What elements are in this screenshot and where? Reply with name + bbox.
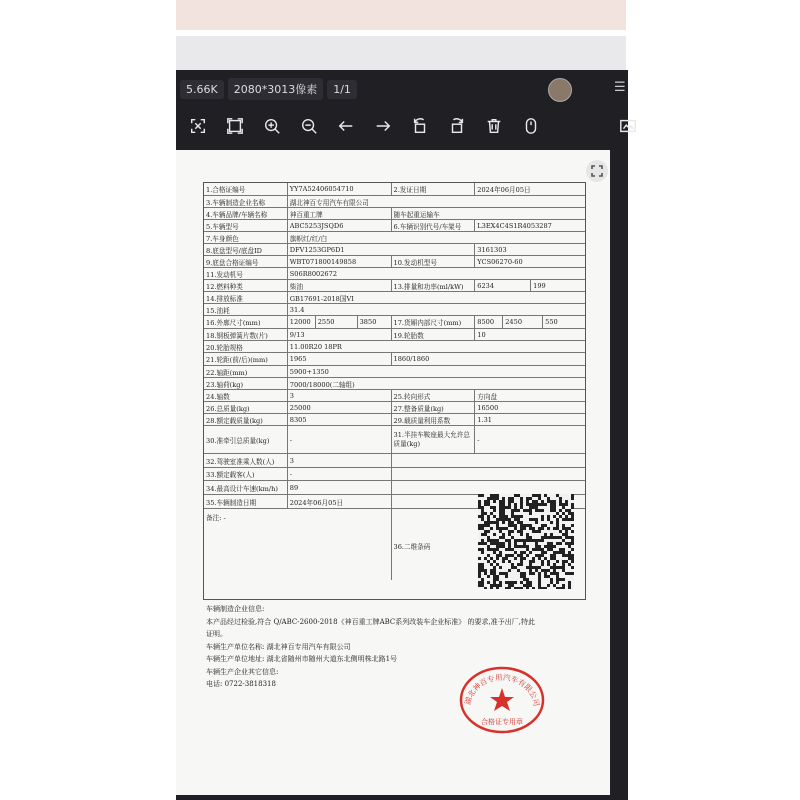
table-cell: 8.底盘型号/底盘ID <box>204 244 288 255</box>
table-row <box>204 402 585 414</box>
table-cell: GB17691-2018国VI <box>289 294 354 303</box>
table-cell: 30.准牵引总质量(kg) <box>204 426 288 453</box>
table-cell: 2.发证日期 <box>392 183 476 195</box>
zoom-out-icon[interactable] <box>294 112 324 140</box>
table-cell: 5.车辆型号 <box>204 220 288 231</box>
table-cell: 31.半挂车鞍座最大允许总质量(kg) <box>392 426 476 453</box>
table-cell: 21.轮距(前/后)(mm) <box>204 353 288 365</box>
table-cell: 27.整备质量(kg) <box>392 402 476 413</box>
table-cell: - <box>288 426 392 453</box>
fullscreen-button[interactable] <box>586 160 608 182</box>
screen-glare <box>176 0 626 30</box>
table-cell: S06R8002672 <box>289 269 338 278</box>
table-row <box>204 341 585 353</box>
table-cell: 8305 <box>288 414 392 425</box>
rotate-left-icon[interactable] <box>405 112 435 140</box>
table-cell: 25000 <box>288 402 392 413</box>
table-cell: 23.轴荷(kg) <box>204 378 288 389</box>
qr-pattern <box>478 494 574 589</box>
table-cell: - <box>477 435 480 444</box>
edit-image-icon[interactable] <box>613 112 643 140</box>
table-cell: 10.发动机型号 <box>392 256 476 267</box>
table-cell: 3850 <box>358 316 392 328</box>
table-row <box>204 454 585 468</box>
page-indicator: 1/1 <box>327 80 357 99</box>
table-cell: 35.车辆制造日期 <box>204 495 288 508</box>
image-resolution: 2080*3013像素 <box>228 78 324 100</box>
table-cell: ABC5253JSQD6 <box>288 220 392 231</box>
table-cell: 9.底盘合格证编号 <box>204 256 288 267</box>
table-cell: 14.排放标准 <box>204 292 288 303</box>
table-cell: 湖北神百专用汽车有限公司 <box>289 198 369 207</box>
table-row <box>204 280 585 292</box>
table-cell: 33.额定载客(人) <box>204 468 288 480</box>
table-row <box>204 366 585 378</box>
table-cell: 神百重工牌 <box>288 208 392 219</box>
svg-text:合格证专用章: 合格证专用章 <box>481 718 523 726</box>
table-cell: 1860/1860 <box>393 355 430 363</box>
company-seal <box>458 664 546 734</box>
table-row <box>204 232 585 244</box>
table-cell: 36.二维条码 <box>393 543 431 551</box>
viewer-info-bar <box>176 70 628 108</box>
menu-icon[interactable]: ☰ <box>614 80 626 95</box>
footer-line: 证明。 <box>206 630 227 638</box>
table-row <box>204 316 585 329</box>
prev-icon[interactable] <box>331 112 361 140</box>
table-cell: 2450 <box>503 316 543 328</box>
table-cell: 89 <box>288 481 392 494</box>
table-cell: WBT071800149858 <box>288 256 392 267</box>
table-cell: 20.轮胎规格 <box>204 341 288 352</box>
table-cell: YY7A52406054710 <box>288 183 392 195</box>
table-cell: 旗帜红/红/白 <box>289 234 328 243</box>
table-cell: 6234 <box>475 280 531 291</box>
table-cell: 34.最高设计车速(km/h) <box>204 481 288 494</box>
table-row <box>204 256 585 268</box>
avatar[interactable] <box>548 78 572 102</box>
rotate-right-icon[interactable] <box>442 112 472 140</box>
table-row <box>204 378 585 390</box>
footer-line: 车辆生产单位名称: 湖北神百专用汽车有限公司 <box>206 642 351 651</box>
table-cell: 随车起重运输车 <box>393 210 440 219</box>
table-cell: 2024年06月05日 <box>477 186 531 194</box>
table-row <box>204 208 585 220</box>
table-cell: 12000 <box>288 316 316 328</box>
table-cell: 2024年06月05日 <box>288 495 392 508</box>
file-size: 5.66K <box>180 80 224 99</box>
mouse-icon[interactable] <box>516 112 546 140</box>
table-row <box>204 481 585 495</box>
table-row <box>204 183 585 196</box>
qr-code <box>478 494 574 589</box>
table-cell: 7000/18000(二轴组) <box>289 380 355 389</box>
table-cell: 方向盘 <box>477 392 498 401</box>
table-cell: 10 <box>477 330 486 339</box>
table-cell: 24.轴数 <box>204 390 288 401</box>
svg-text:湖北神百专用汽车有限公司: 湖北神百专用汽车有限公司 <box>463 672 542 707</box>
table-row <box>204 196 585 208</box>
table-cell: YCS06270-60 <box>477 257 523 266</box>
table-cell: 29.载质量利用系数 <box>392 414 476 425</box>
table-cell: 17.货厢内部尺寸(mm) <box>392 316 476 328</box>
table-cell: 3 <box>288 390 392 401</box>
monitor-left-edge <box>0 0 176 800</box>
table-cell: 31.4 <box>289 305 305 314</box>
table-cell: 12.燃料种类 <box>204 280 288 291</box>
table-row <box>204 353 585 366</box>
table-row <box>204 390 585 402</box>
table-cell: L3EX4C4S1R4053287 <box>477 221 552 230</box>
table-cell: 32.驾驶室准乘人数(人) <box>204 454 288 467</box>
fit-icon[interactable] <box>183 112 213 140</box>
table-cell <box>392 481 585 494</box>
table-cell: 25.转向形式 <box>392 390 476 401</box>
table-cell: 备注: - <box>204 509 392 580</box>
table-cell: 11.00R20 18PR <box>289 342 342 351</box>
table-cell: 8500 <box>475 316 503 328</box>
table-row <box>204 468 585 481</box>
table-cell: 16500 <box>477 403 499 412</box>
table-cell: 199 <box>533 281 546 290</box>
table-cell: 22.轴距(mm) <box>204 366 288 377</box>
table-cell: 1.31 <box>477 415 492 424</box>
table-cell: 2550 <box>316 316 358 328</box>
table-cell: 柴油 <box>288 280 392 291</box>
table-row <box>204 244 585 256</box>
table-cell: 3161303 <box>477 245 507 254</box>
monitor-right-edge <box>626 0 800 800</box>
table-cell: 550 <box>545 318 558 326</box>
table-row <box>204 304 585 316</box>
actual-size-icon[interactable] <box>220 112 250 140</box>
table-cell: 3.车辆制造企业名称 <box>204 196 288 207</box>
table-cell: 15.油耗 <box>204 304 288 315</box>
table-cell <box>392 454 585 467</box>
table-row <box>204 426 585 454</box>
table-row <box>204 414 585 426</box>
zoom-in-icon[interactable] <box>257 112 287 140</box>
table-cell: - <box>288 468 392 480</box>
table-row <box>204 292 585 304</box>
table-cell: 1.合格证编号 <box>204 183 288 195</box>
footer-line: 本产品经过检验,符合 Q/ABC-2600-2018《神百重工牌ABC系列改装车企业标准》 的要求,准予出厂,特此 <box>206 617 535 626</box>
table-cell: 4.车辆品牌/车辆名称 <box>204 208 288 219</box>
table-cell: 18.钢板弹簧片数(片) <box>204 329 288 340</box>
table-cell: 3 <box>288 454 392 467</box>
table-row <box>204 329 585 341</box>
next-icon[interactable] <box>368 112 398 140</box>
table-row <box>204 220 585 232</box>
table-cell: 19.轮胎数 <box>392 329 476 340</box>
table-cell: 16.外廓尺寸(mm) <box>204 316 288 328</box>
table-cell: 9/13 <box>288 329 392 340</box>
table-cell: 28.额定载质量(kg) <box>204 414 288 425</box>
table-cell: 11.发动机号 <box>204 268 288 279</box>
footer-line: 车辆生产单位地址: 湖北省随州市随州大道东北侧明株北路1号 <box>206 655 398 663</box>
table-cell: 7.车身颜色 <box>204 232 288 243</box>
footer-line: 车辆制造企业信息: <box>206 605 265 613</box>
footer-line: 车辆生产企业其它信息: <box>206 667 279 676</box>
table-cell: 6.车辆识别代号/车架号 <box>392 220 476 231</box>
table-cell: 5900+1350 <box>289 367 329 376</box>
table-cell: DFV1253GP6D1 <box>288 244 476 255</box>
table-cell <box>392 468 585 480</box>
footer-line: 电话: 0722-3818318 <box>206 680 276 688</box>
table-cell: 13.排量和功率(ml/kW) <box>392 280 476 291</box>
viewer-toolbar <box>176 110 628 142</box>
delete-icon[interactable] <box>479 112 509 140</box>
table-cell: 1965 <box>288 353 392 365</box>
table-cell: 26.总质量(kg) <box>204 402 288 413</box>
table-row <box>204 268 585 280</box>
